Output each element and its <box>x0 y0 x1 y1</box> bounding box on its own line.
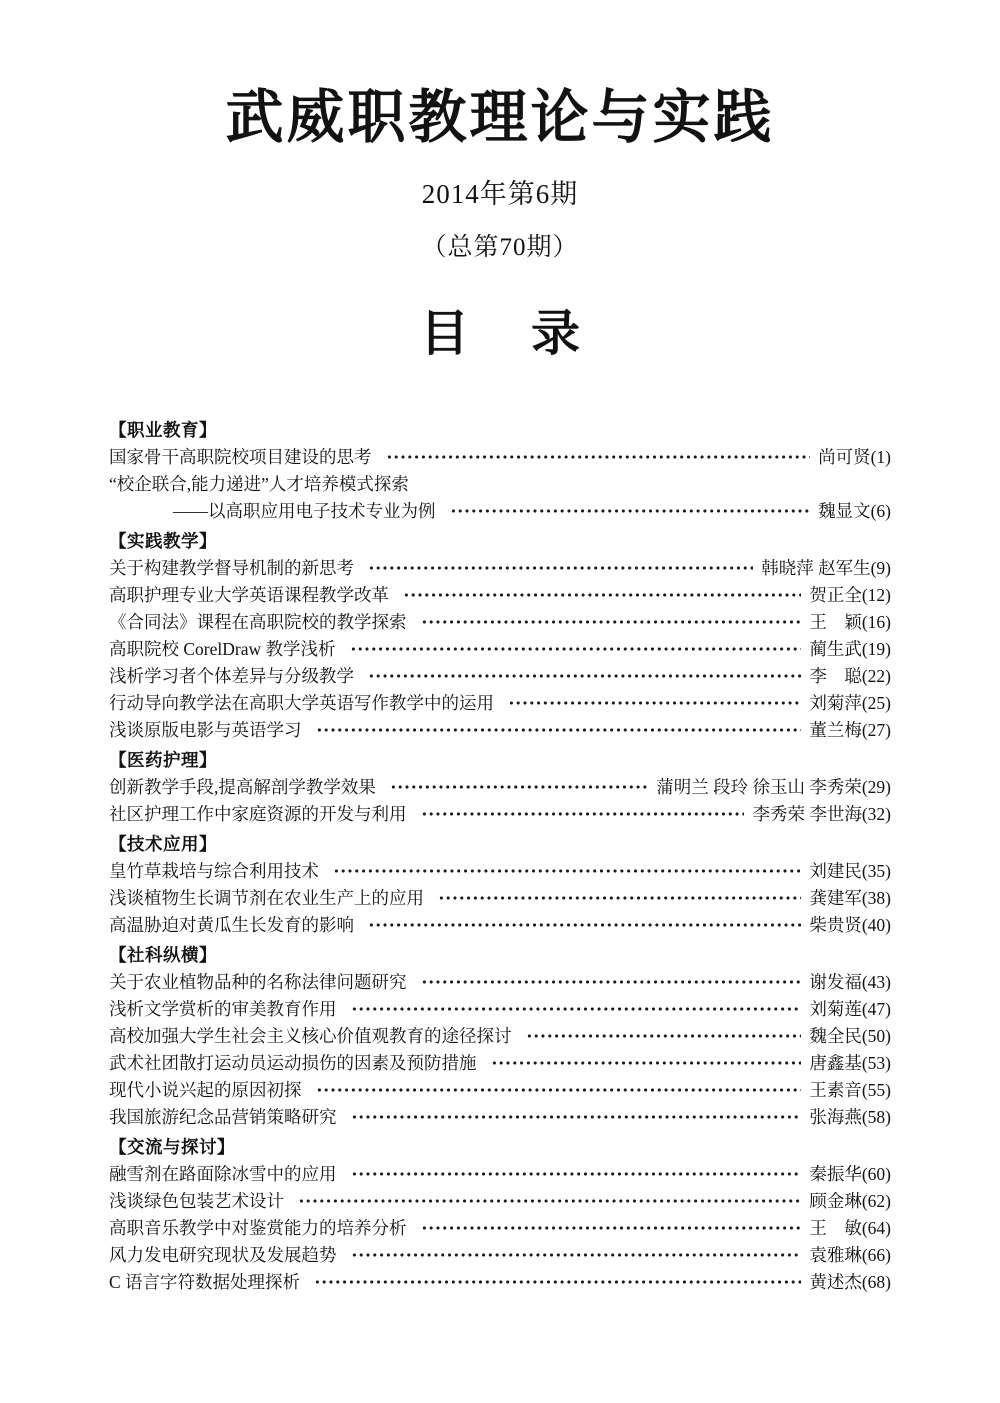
article-title: 关于农业植物品种的名称法律问题研究 <box>109 971 407 992</box>
article-authors-page <box>809 912 891 939</box>
toc-entry <box>109 969 891 996</box>
toc-list <box>109 417 891 1296</box>
article-title: 高温胁迫对黄瓜生长发育的影响 <box>109 914 354 935</box>
toc-entry <box>109 444 891 471</box>
dot-leader <box>349 1247 802 1263</box>
toc-entry <box>109 609 891 636</box>
article-authors-page <box>818 444 891 471</box>
dot-leader <box>348 641 802 657</box>
article-title: 浅析文学赏析的审美教育作用 <box>109 998 337 1019</box>
article-authors-page <box>809 609 891 636</box>
article-title: 《合同法》课程在高职院校的教学探索 <box>109 611 407 632</box>
article-authors: 王 敏 <box>809 1217 862 1238</box>
toc-entry <box>109 885 891 912</box>
article-authors-page <box>809 1161 891 1188</box>
dot-leader <box>401 587 801 603</box>
dot-leader <box>349 1166 802 1182</box>
article-title: 浅谈原版电影与英语学习 <box>109 719 302 740</box>
dot-leader <box>312 1274 801 1290</box>
dot-leader <box>384 449 811 465</box>
article-page: (35) <box>861 860 891 881</box>
toc-entry <box>109 1269 891 1296</box>
article-page: (12) <box>861 584 891 605</box>
toc-entry <box>109 858 891 885</box>
toc-entry <box>109 498 891 525</box>
article-page: (62) <box>861 1190 891 1211</box>
article-page: (47) <box>861 998 891 1019</box>
article-authors: 李 聪 <box>809 665 862 686</box>
dot-leader <box>331 863 801 879</box>
article-page: (1) <box>870 446 891 467</box>
section-header: 【职业教育】 <box>109 419 217 440</box>
article-page: (32) <box>861 803 891 824</box>
article-authors-page <box>809 1242 891 1269</box>
article-title: 浅谈绿色包装艺术设计 <box>109 1190 284 1211</box>
dot-leader <box>436 890 801 906</box>
toc-entry <box>109 774 891 801</box>
article-title: 社区护理工作中家庭资源的开发与利用 <box>109 803 407 824</box>
article-page: (25) <box>861 692 891 713</box>
toc-entry <box>109 912 891 939</box>
article-page: (60) <box>861 1163 891 1184</box>
article-page: (68) <box>861 1271 891 1292</box>
dot-leader <box>314 1082 802 1098</box>
article-title: 关于构建教学督导机制的新思考 <box>109 557 354 578</box>
dot-leader <box>419 974 802 990</box>
article-authors: 魏全民 <box>809 1025 862 1046</box>
section-header: 【社科纵横】 <box>109 944 217 965</box>
article-authors-page <box>809 1050 891 1077</box>
article-page: (43) <box>861 971 891 992</box>
article-title: 行动导向教学法在高职大学英语写作教学中的运用 <box>109 692 494 713</box>
article-authors: 尚可贤 <box>818 446 871 467</box>
article-authors: 蔺生武 <box>809 638 862 659</box>
article-authors: 王素音 <box>809 1079 862 1100</box>
dot-leader <box>506 695 801 711</box>
toc-entry <box>109 1023 891 1050</box>
article-page: (64) <box>861 1217 891 1238</box>
dot-leader <box>349 1109 802 1125</box>
article-authors-page <box>809 885 891 912</box>
article-authors: 刘菊萍 <box>809 692 862 713</box>
toc-entry <box>109 1050 891 1077</box>
article-authors-page <box>809 663 891 690</box>
article-authors: 刘建民 <box>809 860 862 881</box>
article-authors-page <box>809 582 891 609</box>
article-page: (9) <box>870 557 891 578</box>
section-header: 【技术应用】 <box>109 833 217 854</box>
section-header: 【交流与探讨】 <box>109 1136 235 1157</box>
article-page: (16) <box>861 611 891 632</box>
toc-entry <box>109 1104 891 1131</box>
article-authors-page <box>809 636 891 663</box>
article-authors: 黄述杰 <box>809 1271 862 1292</box>
article-page: (53) <box>861 1052 891 1073</box>
dot-leader <box>366 668 801 684</box>
article-authors-page <box>809 717 891 744</box>
article-authors-page <box>809 690 891 717</box>
article-authors: 袁雅琳 <box>809 1244 862 1265</box>
dot-leader <box>314 722 802 738</box>
article-authors-page <box>809 1188 891 1215</box>
article-title: 现代小说兴起的原因初探 <box>109 1079 302 1100</box>
article-authors-page <box>818 498 891 525</box>
dot-leader <box>419 1220 802 1236</box>
article-authors-page <box>809 1215 891 1242</box>
article-title: 融雪剂在路面除冰雪中的应用 <box>109 1163 337 1184</box>
article-page: (38) <box>861 887 891 908</box>
article-authors: 韩晓萍 赵军生 <box>761 557 871 578</box>
toc-entry <box>109 663 891 690</box>
dot-leader <box>419 614 802 630</box>
article-title: 高职护理专业大学英语课程教学改革 <box>109 584 389 605</box>
dot-leader <box>349 1001 802 1017</box>
dot-leader <box>524 1028 802 1044</box>
article-authors-page <box>656 774 891 801</box>
article-authors-page <box>809 969 891 996</box>
article-title: 武术社团散打运动员运动损伤的因素及预防措施 <box>109 1052 477 1073</box>
article-page: (22) <box>861 665 891 686</box>
article-authors: 王 颖 <box>809 611 862 632</box>
article-title: 浅析学习者个体差异与分级教学 <box>109 665 354 686</box>
article-authors: 顾金琳 <box>809 1190 862 1211</box>
dot-leader <box>366 917 801 933</box>
article-authors: 秦振华 <box>809 1163 862 1184</box>
dot-leader <box>448 503 811 519</box>
article-authors-page <box>761 555 891 582</box>
toc-entry <box>109 1242 891 1269</box>
issue-number: 2014年第6期 <box>421 178 579 209</box>
article-authors-page <box>809 1077 891 1104</box>
toc-entry <box>109 582 891 609</box>
article-page: (29) <box>861 776 891 797</box>
toc-entry <box>109 717 891 744</box>
section-header: 【实践教学】 <box>109 530 217 551</box>
dot-leader <box>489 1055 802 1071</box>
article-authors: 张海燕 <box>809 1106 862 1127</box>
dot-leader <box>419 806 745 822</box>
article-page: (55) <box>861 1079 891 1100</box>
article-authors: 龚建军 <box>809 887 862 908</box>
article-page: (50) <box>861 1025 891 1046</box>
article-authors-page <box>809 1023 891 1050</box>
article-title: 高校加强大学生社会主义核心价值观教育的途径探讨 <box>109 1025 512 1046</box>
toc-heading <box>0 307 1000 361</box>
article-page: (19) <box>861 638 891 659</box>
dot-leader <box>296 1193 801 1209</box>
article-authors: 刘菊莲 <box>809 998 862 1019</box>
article-authors-page <box>809 858 891 885</box>
article-authors-page <box>752 801 891 828</box>
article-title: 我国旅游纪念品营销策略研究 <box>109 1106 337 1127</box>
article-title-overline: “校企联合,能力递进”人才培养模式探索 <box>109 473 409 494</box>
toc-entry <box>109 1188 891 1215</box>
article-title: 创新教学手段,提高解剖学教学效果 <box>109 776 376 797</box>
dot-leader <box>366 560 753 576</box>
article-authors-page <box>809 996 891 1023</box>
toc-entry <box>109 996 891 1023</box>
article-authors-page <box>809 1104 891 1131</box>
toc-heading-char: 目 <box>419 305 469 361</box>
article-authors: 魏显文 <box>818 500 871 521</box>
article-authors: 蒲明兰 段玲 徐玉山 李秀荣 <box>656 776 862 797</box>
dot-leader <box>388 779 648 795</box>
article-page: (27) <box>861 719 891 740</box>
article-authors: 董兰梅 <box>809 719 862 740</box>
article-authors-page <box>809 1269 891 1296</box>
article-authors: 谢发福 <box>809 971 862 992</box>
article-title: 高职音乐教学中对鉴赏能力的培养分析 <box>109 1217 407 1238</box>
article-page: (40) <box>861 914 891 935</box>
toc-entry <box>109 1161 891 1188</box>
journal-title: 武威职教理论与实践 <box>225 85 775 150</box>
section-header: 【医药护理】 <box>109 749 217 770</box>
toc-entry <box>109 1077 891 1104</box>
toc-entry <box>109 690 891 717</box>
article-title: 国家骨干高职院校项目建设的思考 <box>109 446 372 467</box>
article-title: C 语言字符数据处理探析 <box>109 1271 301 1292</box>
article-page: (58) <box>861 1106 891 1127</box>
article-title: 皇竹草栽培与综合利用技术 <box>109 860 319 881</box>
article-authors: 贺正全 <box>809 584 862 605</box>
toc-entry <box>109 801 891 828</box>
article-title: 高职院校 CorelDraw 教学浅析 <box>109 638 336 659</box>
toc-entry <box>109 555 891 582</box>
cumulative-issue-number: （总第70期） <box>421 233 579 261</box>
article-title: 浅谈植物生长调节剂在农业生产上的应用 <box>109 887 424 908</box>
article-authors: 李秀荣 李世海 <box>752 803 862 824</box>
article-page: (6) <box>870 500 891 521</box>
article-page: (66) <box>861 1244 891 1265</box>
toc-heading-char: 录 <box>531 305 581 361</box>
toc-entry <box>109 636 891 663</box>
toc-entry <box>109 1215 891 1242</box>
article-title: 风力发电研究现状及发展趋势 <box>109 1244 337 1265</box>
article-title: ——以高职应用电子技术专业为例 <box>173 500 436 521</box>
article-authors: 唐鑫基 <box>809 1052 862 1073</box>
article-authors: 柴贵贤 <box>809 914 862 935</box>
